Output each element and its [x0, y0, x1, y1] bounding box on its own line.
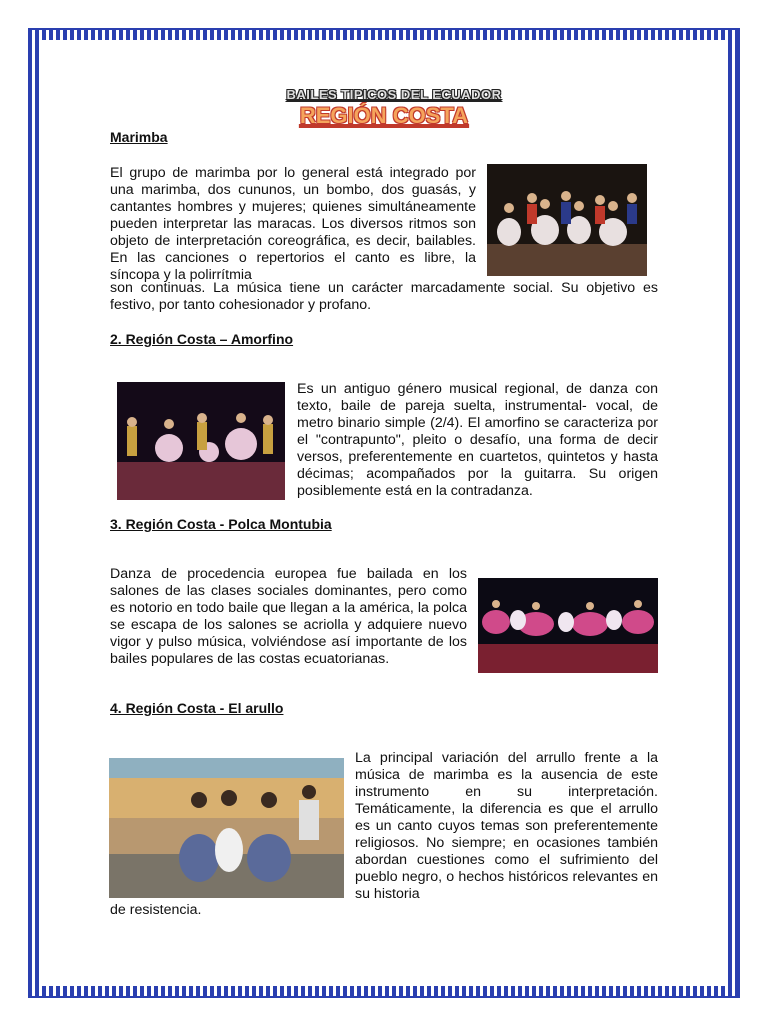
document-kicker: BAILES TIPICOS DEL ECUADOR: [286, 87, 502, 102]
marimba-text-below: son continuas. La música tiene un carácter marcadamente social. Su objetivo es festivo, por tanto cohesionador y profano.: [110, 280, 658, 313]
arullo-photo: [109, 758, 344, 898]
amorfino-text: Es un antiguo género musical regional, de danza con texto, baile de pareja suelta, instrumental- vocal, de metro binario simple (2/4). El amorfino se caracteriza por el "contrapunto", pleito o desafío, una forma de decir versos, preferentemente en cuartetos, quintetos y hasta décimas; acompañados por la guitarra. Su origen posiblemente está en la contradanza.: [297, 381, 658, 499]
section-heading-amorfino: 2. Región Costa – Amorfino: [110, 331, 294, 347]
amorfino-photo: [117, 382, 285, 500]
document-title: REGIÓN COSTA: [299, 103, 469, 128]
arullo-text-beside: La principal variación del arrullo frente a la música de marimba es la ausencia de este instrumento en su interpretación. Temáticamente, la diferencia es que el arrullo es un canto cuyos temas son preferentemente religiosos. No siempre; en ocasiones también abordan cuestiones como el sufrimiento del pueblo negro, o hechos históricos relevantes en su historia: [355, 750, 658, 902]
section-heading-polca: 3. Región Costa - Polca Montubia: [110, 516, 332, 532]
arullo-text-below: de resistencia.: [110, 902, 202, 918]
polca-text: Danza de procedencia europea fue bailada en los salones de las clases sociales dominantes, pero como es notorio en todo baile que llegan a la américa, la polca se escapa de los salones se acriolla y adquiere nuevo vigor y pulso música, volviéndose así importante de los bailes populares de las costas ecuatorianas.: [110, 566, 467, 667]
marimba-text-beside: El grupo de marimba por lo general está integrado por una marimba, dos cununos, un bombo, dos guasás, y cantantes hombres y mujeres; quienes simultáneamente pueden interpretar las maracas. Los diversos ritmos son objeto de interpretación coreográfica, es decir, bailables. En las canciones o repertorios el canto es libre, la síncopa y la polirrítmia: [110, 165, 476, 283]
marimba-photo: [487, 164, 647, 276]
polca-photo: [478, 578, 658, 673]
section-heading-arullo: 4. Región Costa - El arullo: [110, 700, 284, 716]
section-heading-marimba: Marimba: [110, 129, 168, 145]
